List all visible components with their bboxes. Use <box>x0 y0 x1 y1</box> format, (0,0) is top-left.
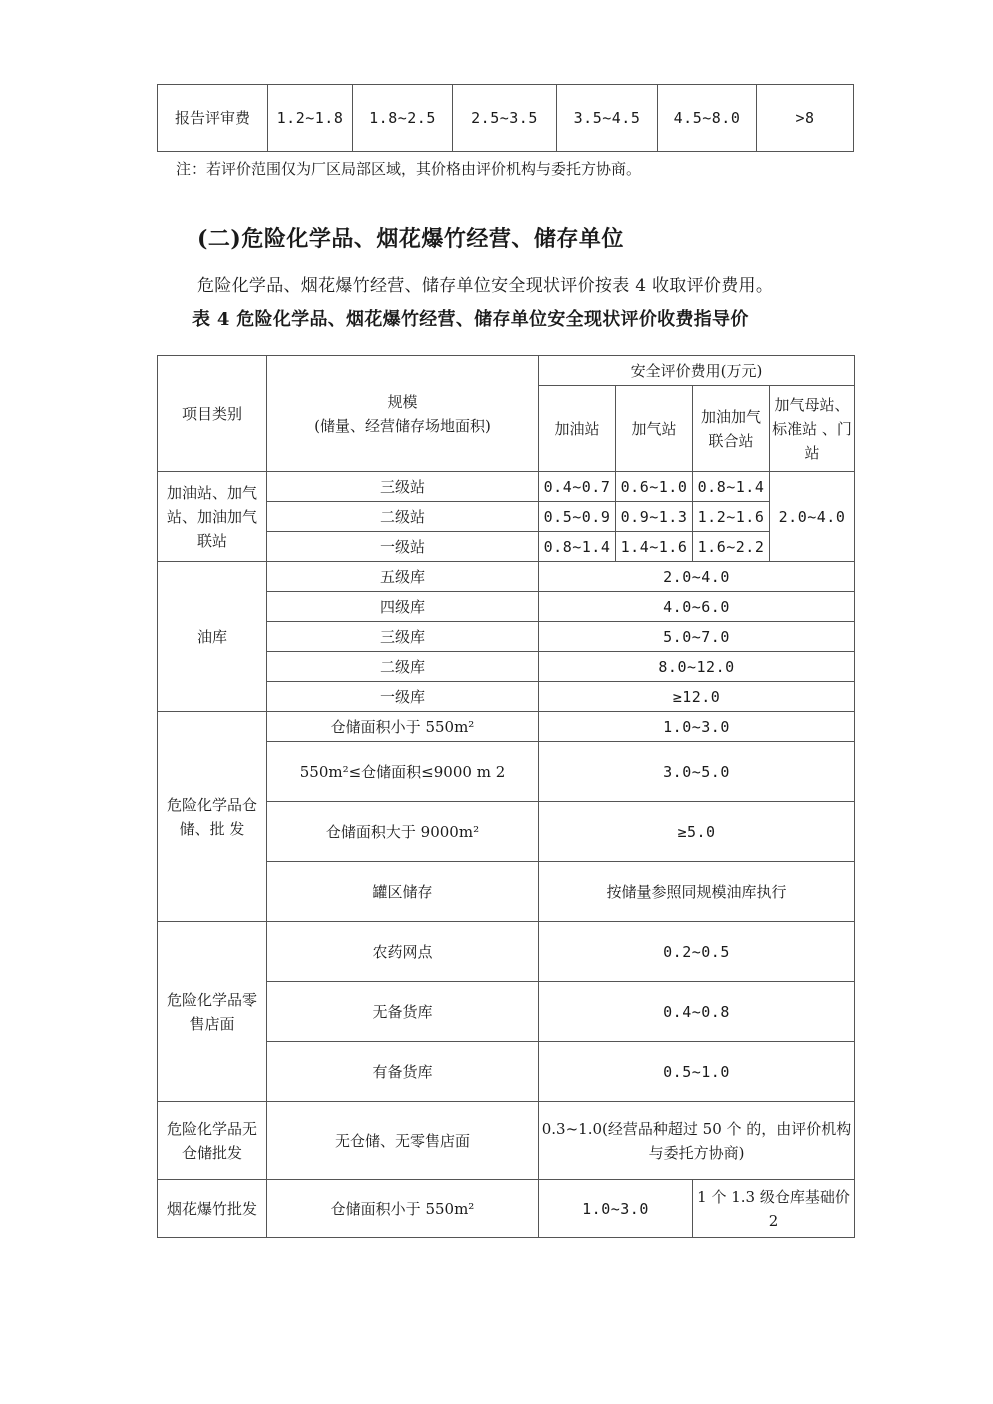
scale-cell: 一级库 <box>267 682 539 712</box>
table-row <box>158 562 855 592</box>
category-fireworks: 烟花爆竹批发 <box>158 1180 267 1238</box>
fee-cell-extra: 1 个 1.3 级仓库基础价 2 <box>693 1180 855 1238</box>
header-fee-group: 安全评价费用(万元) <box>539 356 855 386</box>
header-scale <box>267 356 539 472</box>
fee-cell: 0.3~1.0(经营品种超过 50 个 的，由评价机构与委托方协商) <box>539 1102 855 1180</box>
scale-cell: 仓储面积大于 9000m² <box>267 802 539 862</box>
table-row <box>158 1102 855 1180</box>
scale-cell: 550m²≤仓储面积≤9000 m 2 <box>267 742 539 802</box>
scale-cell: 五级库 <box>267 562 539 592</box>
table-note: 注：若评价范围仅为厂区局部区域，其价格由评价机构与委托方协商。 <box>176 160 642 178</box>
fee-cell: >8 <box>757 85 854 152</box>
table-row <box>158 712 855 742</box>
header-col-mother: 加气母站、标准站 、门站 <box>770 386 855 472</box>
fee-cell: 4.5~8.0 <box>658 85 757 152</box>
fee-cell: 1.8~2.5 <box>353 85 453 152</box>
fee-cell: 0.5~0.9 <box>539 502 616 532</box>
price-guide-table <box>157 355 855 1238</box>
fee-cell: 4.0~6.0 <box>539 592 855 622</box>
scale-cell: 仓储面积小于 550m² <box>267 1180 539 1238</box>
header-scale-line2: (储量、经营储存场地面积) <box>314 416 491 435</box>
fee-cell: 0.8~1.4 <box>693 472 770 502</box>
fee-cell: 按储量参照同规模油库执行 <box>539 862 855 922</box>
fee-cell: 3.5~4.5 <box>557 85 658 152</box>
fee-cell: 1.0~3.0 <box>539 1180 693 1238</box>
category-chem-storage: 危险化学品仓储、批 发 <box>158 712 267 922</box>
fee-cell: ≥5.0 <box>539 802 855 862</box>
fee-cell: 1.2~1.6 <box>693 502 770 532</box>
fee-cell: 0.2~0.5 <box>539 922 855 982</box>
header-col-gas: 加气站 <box>616 386 693 472</box>
scale-cell: 一级站 <box>267 532 539 562</box>
header-category: 项目类别 <box>158 356 267 472</box>
header-col-combined: 加油加气联合站 <box>693 386 770 472</box>
fee-cell: 1.2~1.8 <box>268 85 353 152</box>
scale-cell: 四级库 <box>267 592 539 622</box>
category-no-storage: 危险化学品无仓储批发 <box>158 1102 267 1180</box>
table-row <box>158 922 855 982</box>
category-gas-stations: 加油站、加气站、加油加气联站 <box>158 472 267 562</box>
category-chem-retail: 危险化学品零售店面 <box>158 922 267 1102</box>
scale-cell: 二级站 <box>267 502 539 532</box>
fee-cell: 8.0~12.0 <box>539 652 855 682</box>
header-scale-line1: 规模 <box>387 392 418 411</box>
fee-cell: 1.0~3.0 <box>539 712 855 742</box>
scale-cell: 仓储面积小于 550m² <box>267 712 539 742</box>
fee-cell: 0.4~0.7 <box>539 472 616 502</box>
fee-cell: 5.0~7.0 <box>539 622 855 652</box>
fee-cell-mother-station: 2.0~4.0 <box>770 472 855 562</box>
fee-cell: 0.6~1.0 <box>616 472 693 502</box>
fee-row-label: 报告评审费 <box>158 85 268 152</box>
fee-cell: 1.6~2.2 <box>693 532 770 562</box>
scale-cell: 三级库 <box>267 622 539 652</box>
fee-cell: 2.5~3.5 <box>453 85 557 152</box>
scale-cell: 罐区储存 <box>267 862 539 922</box>
header-row <box>158 356 855 386</box>
scale-cell: 有备货库 <box>267 1042 539 1102</box>
scale-cell: 农药网点 <box>267 922 539 982</box>
fee-cell: 1.4~1.6 <box>616 532 693 562</box>
table-row <box>158 85 854 152</box>
fee-cell: 0.4~0.8 <box>539 982 855 1042</box>
fee-cell: 2.0~4.0 <box>539 562 855 592</box>
section-heading: (二)危险化学品、烟花爆竹经营、储存单位 <box>197 226 624 252</box>
fee-cell: 0.8~1.4 <box>539 532 616 562</box>
scale-cell: 无备货库 <box>267 982 539 1042</box>
fee-cell: 0.5~1.0 <box>539 1042 855 1102</box>
scale-cell: 三级站 <box>267 472 539 502</box>
table-row <box>158 472 855 502</box>
scale-cell: 二级库 <box>267 652 539 682</box>
fee-cell: 3.0~5.0 <box>539 742 855 802</box>
report-review-fee-table <box>157 84 854 152</box>
header-col-gasoline: 加油站 <box>539 386 616 472</box>
category-oil-depot: 油库 <box>158 562 267 712</box>
fee-cell: ≥12.0 <box>539 682 855 712</box>
scale-cell: 无仓储、无零售店面 <box>267 1102 539 1180</box>
table-caption: 表 4 危险化学品、烟花爆竹经营、储存单位安全现状评价收费指导价 <box>192 309 749 330</box>
intro-paragraph: 危险化学品、烟花爆竹经营、储存单位安全现状评价按表 4 收取评价费用。 <box>197 276 774 296</box>
table-row <box>158 1180 855 1238</box>
fee-cell: 0.9~1.3 <box>616 502 693 532</box>
